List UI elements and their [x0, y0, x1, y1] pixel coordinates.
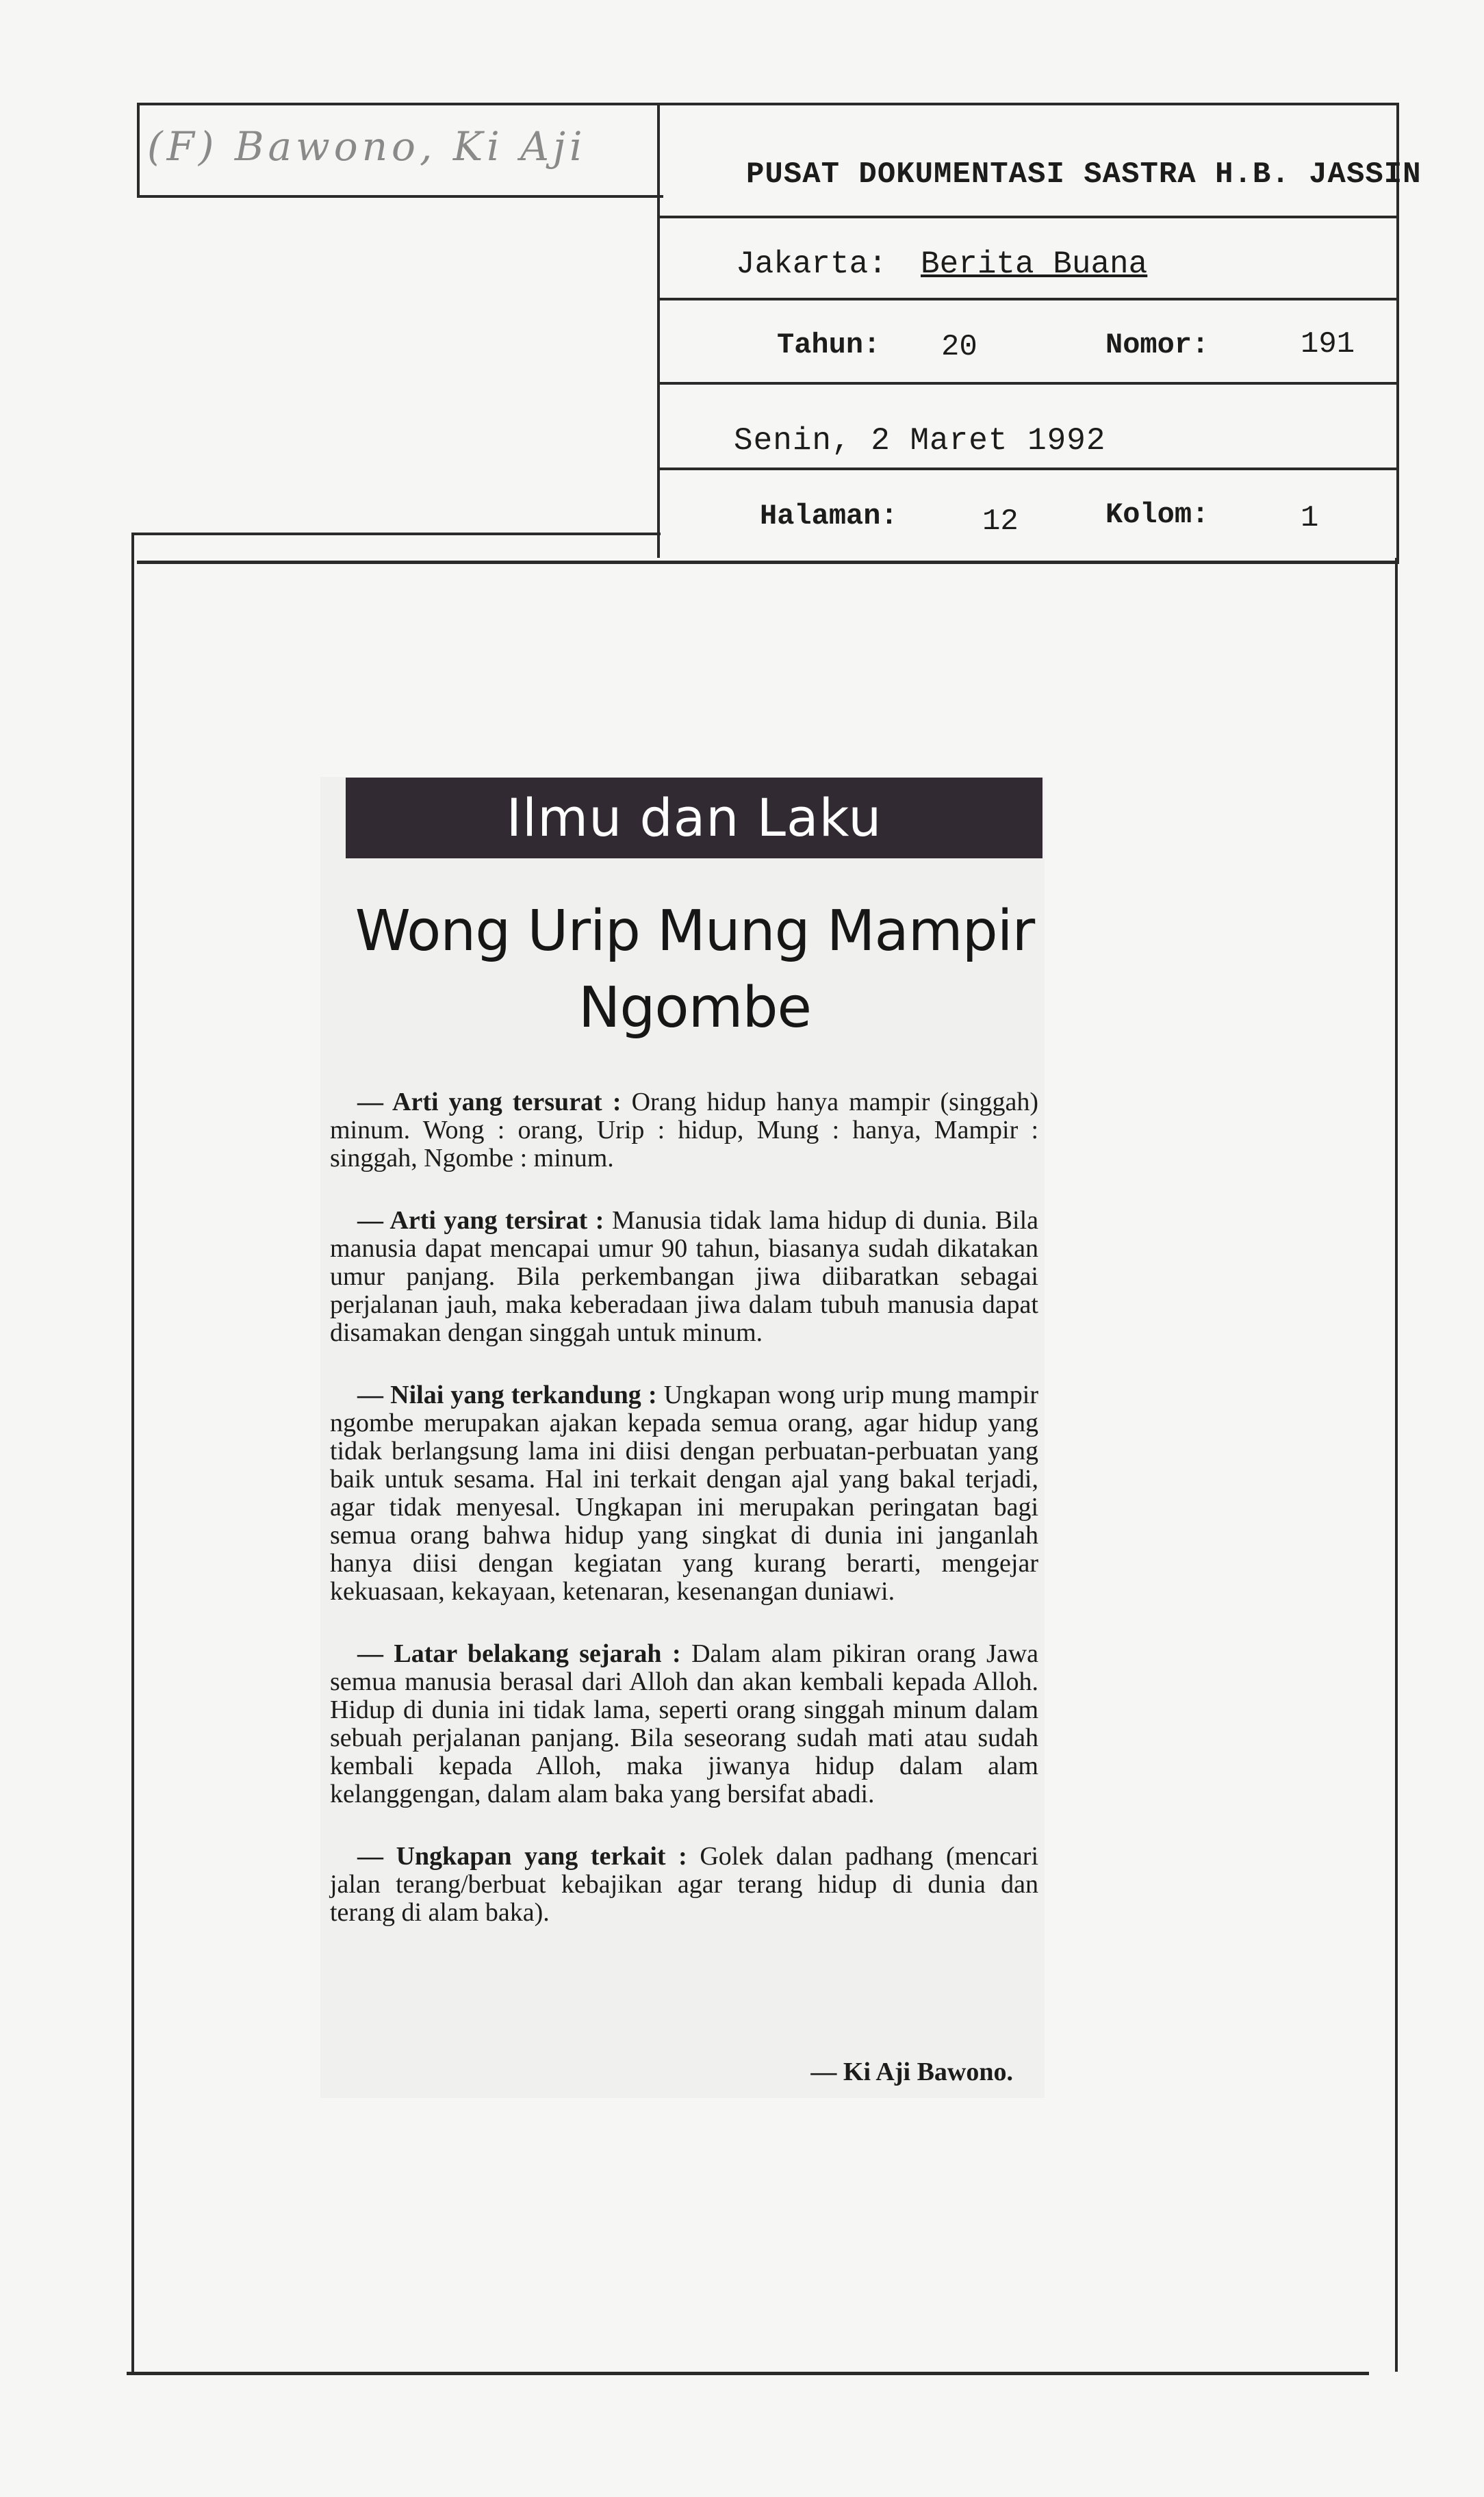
- nomor-value: 191: [1301, 327, 1355, 361]
- paragraph-text: Dalam alam pikiran orang Jawa semua manusia berasal dari Alloh dan akan kembali kepada Alloh. Hidup di dunia ini tidak lama, seperti orang singgah minum dalam sebuah perjalanan panjang. Bila seseorang sudah mati atau sudah kembali kepada Alloh, maka jiwanya hidup dalam alam kelanggengan, dalam alam baka yang bersifat abadi.: [330, 1639, 1039, 1808]
- frame-border-top: [133, 533, 661, 535]
- article-paragraph: [330, 1640, 1038, 1808]
- publication-date: Senin, 2 Maret 1992: [734, 423, 1106, 459]
- header-row-divider: [660, 382, 1396, 385]
- article-headline: Wong Urip Mung Mampir Ngombe: [355, 899, 1035, 1040]
- article-paragraph: [330, 1207, 1038, 1347]
- paragraph-lead: — Arti yang tersirat :: [357, 1206, 604, 1235]
- header-row-divider: [660, 216, 1396, 218]
- paragraph-text: Ungkapan wong urip mung mampir ngombe merupakan ajakan kepada semua orang, agar hidup yang tidak berlangsung lama ini diisi dengan perbuatan-perbuatan yang baik untuk sesama. Hal ini terkait dengan ajal yang bakal terjadi, agar tidak menyesal. Ungkapan ini merupakan peringatan bagi semua orang bahwa hidup yang singkat di dunia ini janganlah hanya diisi dengan kegiatan yang kurang berarti, mengejar kekuasaan, kekayaan, ketenaran, kesenangan duniawi.: [330, 1381, 1038, 1606]
- archive-title: PUSAT DOKUMENTASI SASTRA H.B. JASSIN: [746, 157, 1422, 192]
- kolom-label: Kolom:: [1105, 498, 1210, 531]
- tahun-label: Tahun:: [777, 329, 881, 361]
- column-banner: Ilmu dan Laku: [346, 778, 1042, 858]
- header-row-divider: [660, 468, 1396, 470]
- paragraph-lead: — Latar belakang sejarah :: [357, 1639, 681, 1668]
- paragraph-text: Golek dalan padhang (mencari jalan terang/berbuat kebajikan agar terang hidup di dunia dan terang di alam baka).: [330, 1842, 1038, 1927]
- frame-border-right: [1395, 558, 1398, 2372]
- handwritten-author-note: (F) Bawono, Ki Aji: [147, 123, 587, 170]
- newspaper-name: Berita Buana: [921, 246, 1148, 282]
- halaman-value: 12: [982, 504, 1019, 539]
- article-paragraph: [330, 1088, 1038, 1173]
- frame-border-left: [131, 533, 134, 2374]
- paragraph-lead: — Nilai yang terkandung :: [357, 1381, 657, 1409]
- article-paragraph: [330, 1381, 1038, 1606]
- paragraph-text: Manusia tidak lama hidup di dunia. Bila manusia dapat mencapai umur 90 tahun, biasanya sudah dikatakan umur panjang. Bila perkembangan jiwa diibaratkan sebagai perjalanan jauh, maka keberadaan jiwa dalam tubuh manusia dapat disamakan dengan singgah untuk minum.: [330, 1206, 1039, 1347]
- header-divider-vertical: [657, 103, 660, 558]
- frame-border-bottom: [127, 2372, 1369, 2375]
- kolom-value: 1: [1301, 501, 1319, 535]
- article-paragraph: [330, 1843, 1038, 1927]
- header-row-divider: [660, 298, 1396, 300]
- paragraph-lead: — Arti yang tersurat :: [357, 1088, 622, 1116]
- article-byline: — Ki Aji Bawono.: [810, 2058, 1013, 2086]
- paragraph-lead: — Ungkapan yang terkait :: [357, 1842, 687, 1871]
- city-label: Jakarta:: [736, 246, 887, 282]
- nomor-label: Nomor:: [1105, 329, 1210, 361]
- tahun-value: 20: [941, 330, 977, 364]
- article-body: [330, 1088, 1038, 1961]
- paragraph-text: Orang hidup hanya mampir (singgah) minum. Wong : orang, Urip : hidup, Mung : hanya, Mampir : singgah, Ngombe : minum.: [330, 1088, 1038, 1173]
- halaman-label: Halaman:: [760, 500, 898, 533]
